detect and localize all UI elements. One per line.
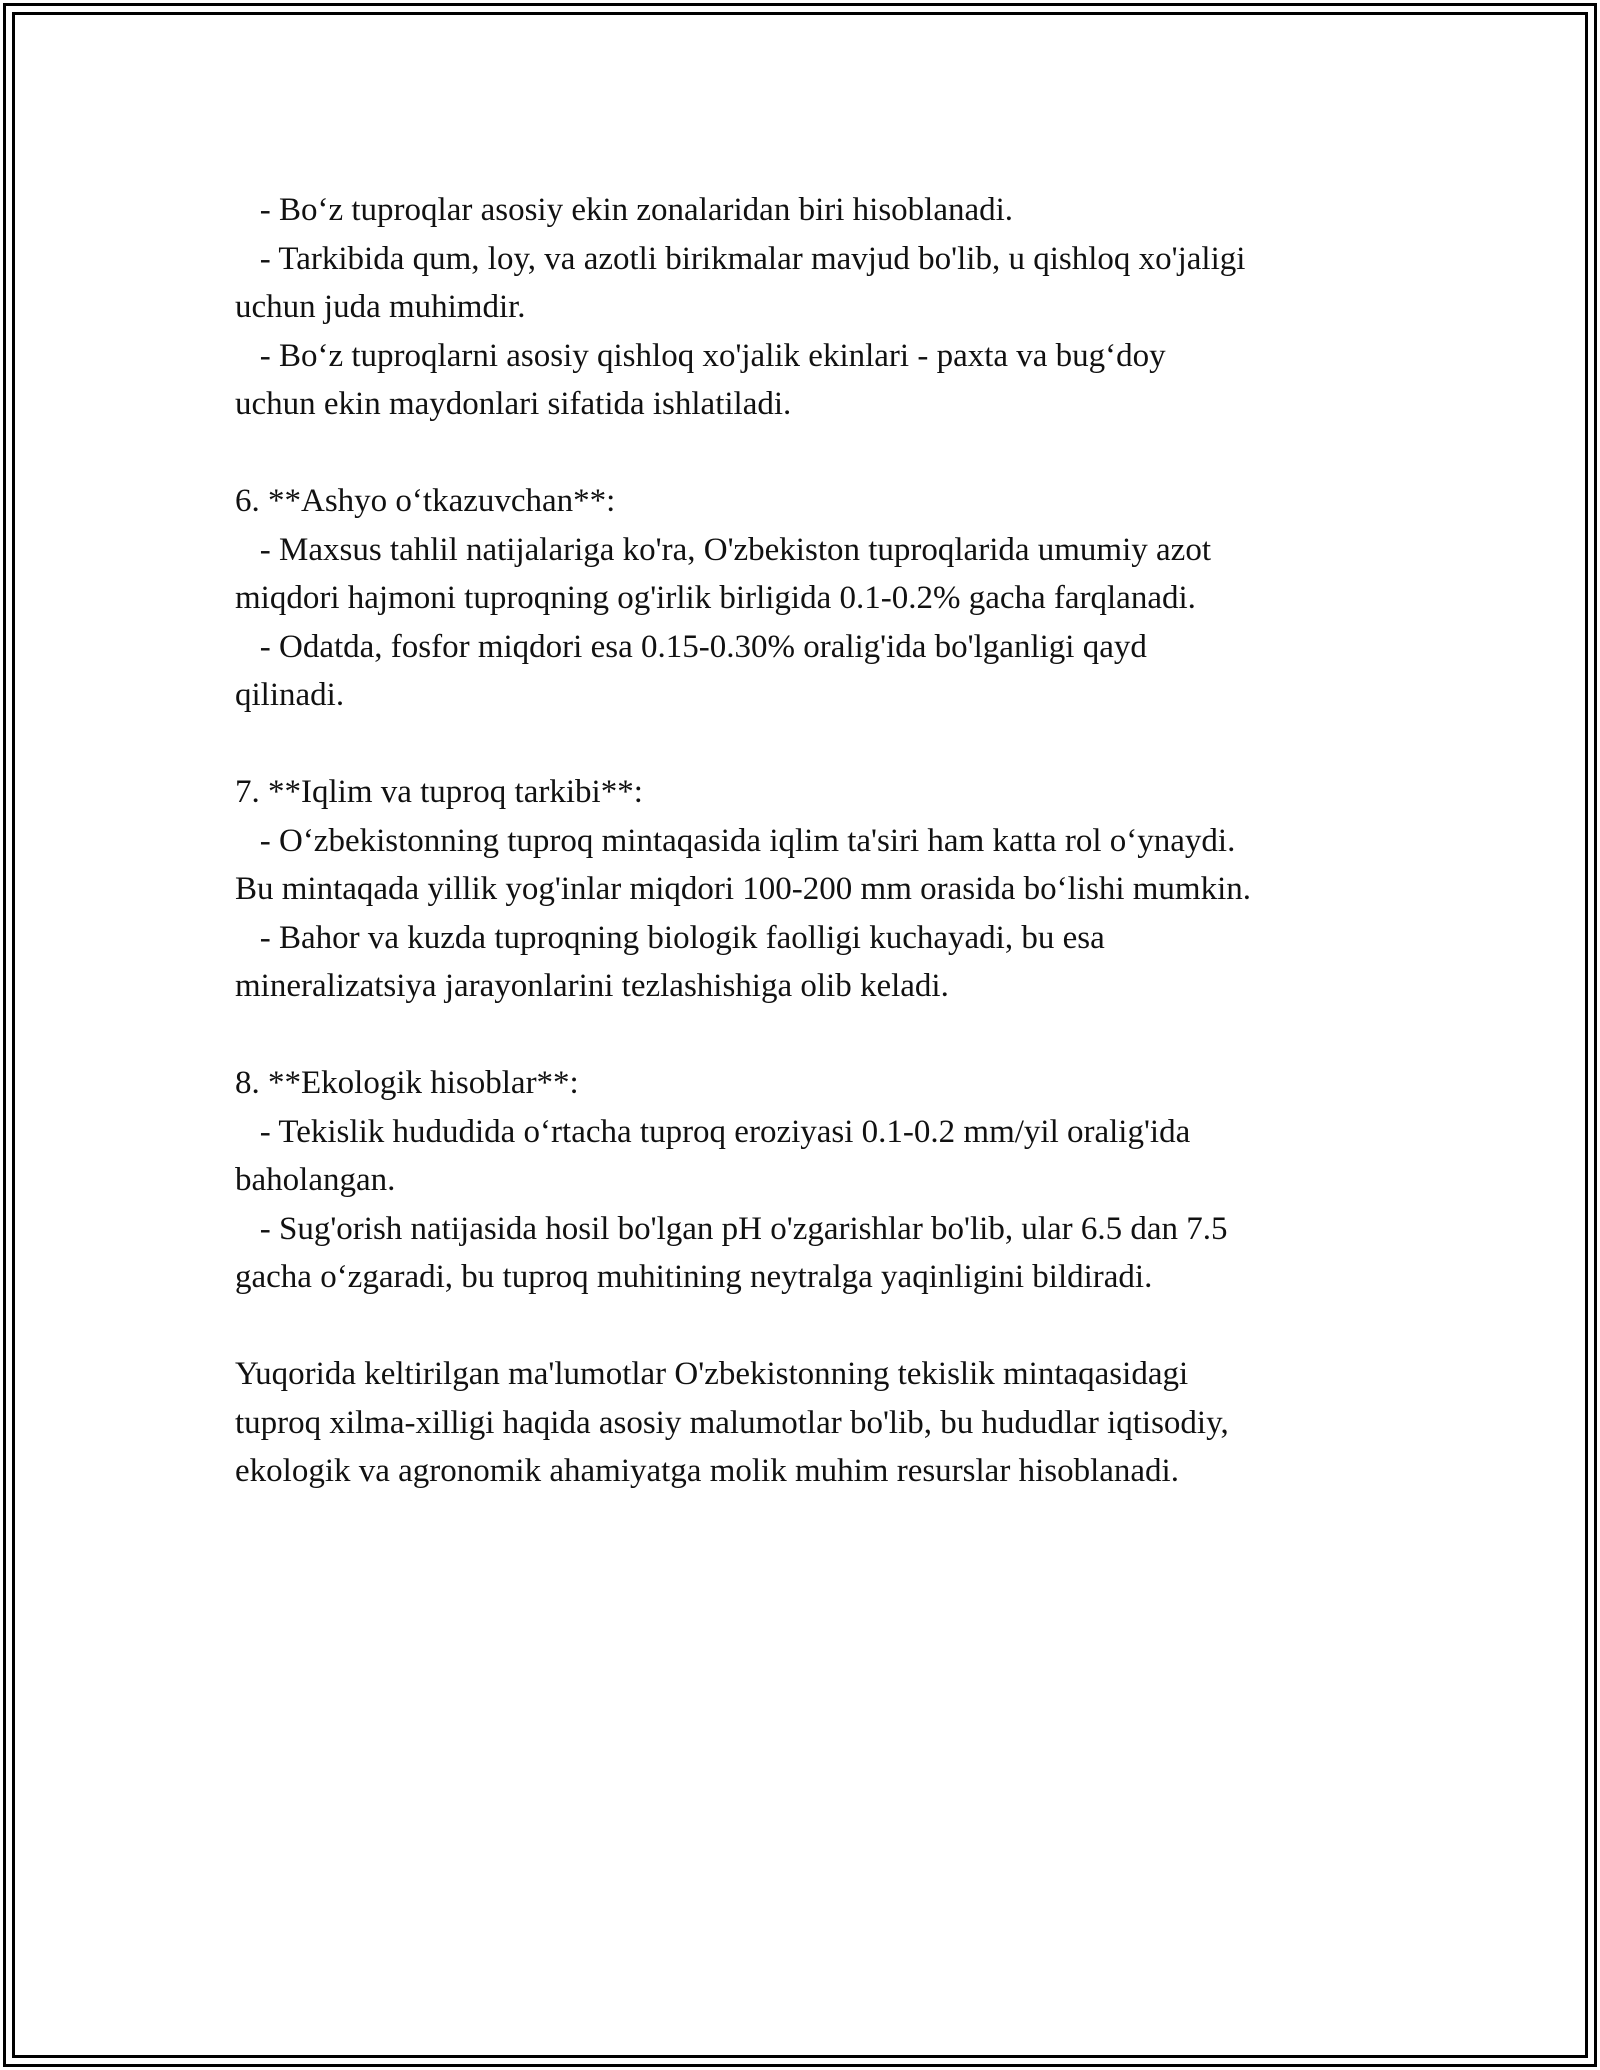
paragraph-gap	[235, 720, 1385, 769]
list-item: - Maxsus tahlil natijalariga ko'ra, O'zbekiston tuproqlarida umumiy azot	[235, 531, 1211, 568]
list-item-continuation: uchun juda muhimdir.	[235, 289, 526, 325]
list-item-continuation: Bu mintaqada yillik yog'inlar miqdori 100-200 mm orasida bo‘lishi mumkin.	[235, 871, 1252, 907]
conclusion-line: ekologik va agronomik ahamiyatga molik muhim resurslar hisoblanadi.	[235, 1453, 1179, 1489]
list-item: - Sug'orish natijasida hosil bo'lgan pH o'zgarishlar bo'lib, ular 6.5 dan 7.5	[235, 1210, 1228, 1247]
list-item-continuation: mineralizatsiya jarayonlarini tezlashishiga olib keladi.	[235, 968, 949, 1004]
list-item: - Tarkibida qum, loy, va azotli birikmalar mavjud bo'lib, u qishloq xo'jaligi	[235, 240, 1246, 277]
list-item: - Bahor va kuzda tuproqning biologik faolligi kuchayadi, bu esa	[235, 919, 1105, 956]
list-item: - Bo‘z tuproqlarni asosiy qishloq xo'jalik ekinlari - paxta va bug‘doy	[235, 337, 1166, 374]
list-item: - O‘zbekistonning tuproq mintaqasida iqlim ta'siri ham katta rol o‘ynaydi.	[235, 822, 1236, 859]
paragraph-gap	[235, 1302, 1385, 1351]
conclusion-line: tuproq xilma-xilligi haqida asosiy malumotlar bo'lib, bu hududlar iqtisodiy,	[235, 1404, 1229, 1441]
conclusion-line: Yuqorida keltirilgan ma'lumotlar O'zbekistonning tekislik mintaqasidagi	[235, 1356, 1189, 1392]
paragraph-gap	[235, 429, 1385, 478]
section-heading-6: 6. **Ashyo o‘tkazuvchan**:	[235, 483, 616, 519]
list-item-continuation: miqdori hajmoni tuproqning og'irlik birligida 0.1-0.2% gacha farqlanadi.	[235, 580, 1196, 616]
document-body	[235, 186, 1385, 1496]
list-item-continuation: qilinadi.	[235, 677, 345, 713]
section-heading-8: 8. **Ekologik hisoblar**:	[235, 1065, 579, 1101]
list-item-continuation: gacha o‘zgaradi, bu tuproq muhitining neytralga yaqinligini bildiradi.	[235, 1259, 1153, 1295]
list-item-continuation: baholangan.	[235, 1162, 396, 1198]
list-item: - Bo‘z tuproqlar asosiy ekin zonalaridan biri hisoblanadi.	[235, 192, 1014, 228]
list-item-continuation: uchun ekin maydonlari sifatida ishlatiladi.	[235, 386, 792, 422]
list-item: - Odatda, fosfor miqdori esa 0.15-0.30% oralig'ida bo'lganligi qayd	[235, 628, 1147, 665]
list-item: - Tekislik hududida o‘rtacha tuproq eroziyasi 0.1-0.2 mm/yil oralig'ida	[235, 1113, 1191, 1150]
paragraph-gap	[235, 1011, 1385, 1060]
section-heading-7: 7. **Iqlim va tuproq tarkibi**:	[235, 774, 643, 810]
